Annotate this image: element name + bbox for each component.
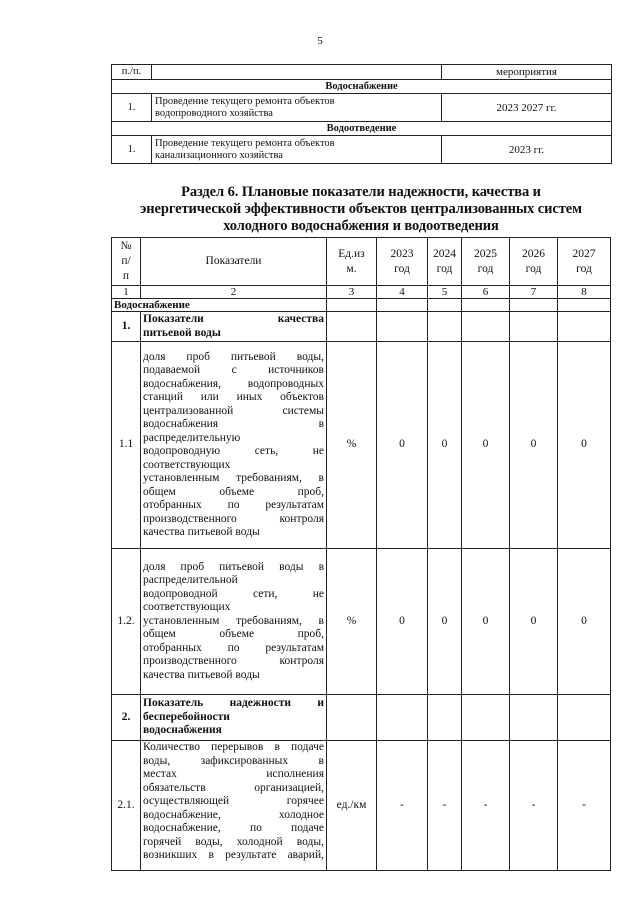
table-row <box>112 741 611 871</box>
row-value <box>558 312 611 342</box>
row-number: 1.2. <box>112 549 141 695</box>
section-heading-line: энергетической эффективности объектов централизованных систем <box>140 201 582 217</box>
table-row <box>112 94 612 122</box>
row-value <box>462 695 510 741</box>
row-value: 0 <box>428 549 462 695</box>
row-indicator-line: производственного контроля <box>143 512 324 525</box>
row-indicator-line: отобранных по результатам <box>143 499 324 511</box>
column-number: 8 <box>558 286 611 299</box>
row-indicator-line: горячей воды, холодной воды, <box>143 835 324 848</box>
row-value <box>558 695 611 741</box>
header-year <box>462 238 510 286</box>
row-number: 2.1. <box>112 741 141 871</box>
row-indicator-line: распределительной <box>143 574 238 587</box>
section-title: Водоснабжение <box>112 80 612 94</box>
header-year-value: 2027 <box>572 247 596 260</box>
row-date: 2023 2027 гг. <box>442 94 612 122</box>
row-indicator-line: отобранных по результатам <box>143 641 324 654</box>
row-value: - <box>558 741 611 871</box>
row-value: 0 <box>428 342 462 549</box>
table-row <box>112 342 611 549</box>
row-indicator-line: производственного контроля <box>143 655 324 668</box>
header-year-label: год <box>576 262 592 275</box>
header-year-label: год <box>525 262 542 275</box>
row-indicator-line: общем объеме проб, <box>143 628 324 641</box>
row-unit: ед./км <box>327 741 377 871</box>
row-indicator-line: Количество перерывов в подаче <box>143 741 324 753</box>
row-indicator-line: местах исполнения <box>143 768 324 780</box>
row-indicator-line: Показатели качества <box>143 313 324 325</box>
column-number: 2 <box>141 286 327 299</box>
indicators-header-row <box>112 238 611 286</box>
row-indicator-line: водоснабжения, водопроводных <box>143 377 324 390</box>
row-unit <box>327 312 377 342</box>
section-heading-line: Раздел 6. Плановые показатели надежности, качества и <box>181 184 541 200</box>
row-indicator-line: централизованной системы <box>143 404 324 417</box>
row-indicator-line: питьевой воды <box>143 326 221 339</box>
column-number-row <box>112 286 611 299</box>
row-value <box>428 312 462 342</box>
row-value <box>510 695 558 741</box>
row-indicator-line: подаваемой с источников <box>143 364 324 376</box>
row-indicator-line: доля проб питьевой воды, <box>143 350 324 363</box>
row-indicator-line: водоснабжение, по подаче <box>143 822 324 834</box>
measures-table <box>111 64 612 164</box>
section-row-water-supply <box>112 80 612 94</box>
header-num: п./п. <box>112 65 152 80</box>
row-indicator <box>141 549 327 695</box>
row-text <box>152 94 442 122</box>
row-indicator-line: распределительную <box>143 431 241 444</box>
column-number: 4 <box>377 286 428 299</box>
group-cell <box>428 299 462 312</box>
header-indicator: Показатели <box>141 238 327 286</box>
header-num-line: № <box>120 240 132 252</box>
header-empty <box>152 65 442 80</box>
row-indicator-line: водопроводной сети, не <box>143 587 324 600</box>
row-value: 0 <box>377 342 428 549</box>
group-cell <box>558 299 611 312</box>
group-row-water-supply <box>112 299 611 312</box>
row-text <box>152 136 442 164</box>
row-indicator <box>141 342 327 549</box>
measures-table-header <box>112 65 612 80</box>
row-text-line: водопроводного хозяйства <box>155 107 273 119</box>
row-value: - <box>428 741 462 871</box>
row-unit: % <box>327 342 377 549</box>
row-indicator-line: возникших в результате аварий, <box>143 849 324 861</box>
header-year-value: 2024 <box>433 247 456 260</box>
table-row <box>112 136 612 164</box>
row-value: 0 <box>377 549 428 695</box>
header-year-label: год <box>394 262 410 275</box>
column-number: 1 <box>112 286 141 299</box>
group-title: Водоснабжение <box>112 299 327 312</box>
row-num: 1. <box>112 136 152 164</box>
row-indicator-line: общем объеме проб, <box>143 485 324 498</box>
header-year-label: год <box>477 262 494 275</box>
header-num-line: п/ <box>121 255 131 267</box>
row-value: - <box>510 741 558 871</box>
row-indicator-line: станций или иных объектов <box>143 391 324 403</box>
row-indicator-line: соответствующих <box>143 601 231 614</box>
row-indicator-line: осуществляющей горячее <box>143 795 324 807</box>
row-unit <box>327 695 377 741</box>
row-value <box>377 312 428 342</box>
row-text-line: канализационного хозяйства <box>155 149 283 161</box>
section-heading-line: холодного водоснабжения и водоотведения <box>223 218 499 234</box>
row-indicator-line: воды, зафиксированных в <box>143 754 324 767</box>
row-date: 2023 гг. <box>442 136 612 164</box>
row-indicator <box>141 695 327 741</box>
row-indicator-line: качества питьевой воды <box>143 668 260 681</box>
header-year-value: 2025 <box>474 247 497 260</box>
row-value: - <box>462 741 510 871</box>
row-value: 0 <box>462 342 510 549</box>
header-year-label: год <box>436 262 453 275</box>
column-number: 7 <box>510 286 558 299</box>
row-unit: % <box>327 549 377 695</box>
header-year <box>428 238 462 286</box>
row-value: 0 <box>558 342 611 549</box>
header-year <box>377 238 428 286</box>
row-indicator-line: бесперебойности <box>143 710 230 723</box>
row-value: 0 <box>510 342 558 549</box>
header-unit-line: Ед.из <box>338 247 365 260</box>
row-value <box>377 695 428 741</box>
row-indicator-line: Показатель надежности и <box>143 697 324 710</box>
row-indicator <box>141 741 327 871</box>
row-indicator-line: соответствующих <box>143 458 231 471</box>
indicator-rows <box>112 312 611 871</box>
row-num: 1. <box>112 94 152 122</box>
column-number: 6 <box>462 286 510 299</box>
section-title: Водоотведение <box>112 122 612 136</box>
row-value: 0 <box>510 549 558 695</box>
group-cell <box>510 299 558 312</box>
row-indicator-line: качества питьевой воды <box>143 526 260 538</box>
row-number: 1.1 <box>112 342 141 549</box>
header-year-value: 2023 <box>390 247 414 260</box>
row-indicator-line: доля проб питьевой воды в <box>143 560 324 573</box>
group-cell <box>462 299 510 312</box>
indicators-table <box>111 237 611 871</box>
row-text-line: Проведение текущего ремонта объектов <box>155 95 335 107</box>
row-indicator-line: обязательств организацией, <box>143 781 324 794</box>
header-num <box>112 238 141 286</box>
column-number: 3 <box>327 286 377 299</box>
row-indicator-line: установленным требованиям, в <box>143 614 324 627</box>
row-value: 0 <box>558 549 611 695</box>
row-number: 1. <box>112 312 141 342</box>
row-value <box>510 312 558 342</box>
header-unit-line: м. <box>346 262 357 275</box>
header-unit <box>327 238 377 286</box>
header-year-value: 2026 <box>522 247 545 260</box>
row-indicator-line: водоснабжения в <box>143 418 324 430</box>
row-indicator <box>141 312 327 342</box>
page-number: 5 <box>317 35 323 47</box>
row-text-line: Проведение текущего ремонта объектов <box>155 137 335 149</box>
table-row <box>112 312 611 342</box>
row-value: 0 <box>462 549 510 695</box>
row-indicator-line: установленным требованиям, в <box>143 472 324 484</box>
row-value <box>428 695 462 741</box>
row-value <box>462 312 510 342</box>
header-num-line: п <box>122 270 130 282</box>
group-cell <box>377 299 428 312</box>
column-number: 5 <box>428 286 462 299</box>
group-cell <box>327 299 377 312</box>
table-row <box>112 549 611 695</box>
header-measures: мероприятия <box>442 65 612 80</box>
header-year <box>558 238 611 286</box>
row-indicator-line: водоснабжение, холодное <box>143 808 324 821</box>
table-row <box>112 695 611 741</box>
row-indicator-line: водоснабжения <box>143 724 222 737</box>
row-value: - <box>377 741 428 871</box>
section-row-wastewater <box>112 122 612 136</box>
header-year <box>510 238 558 286</box>
section-heading <box>111 184 611 235</box>
row-indicator-line: водопроводную сеть, не <box>143 445 324 457</box>
row-number: 2. <box>112 695 141 741</box>
